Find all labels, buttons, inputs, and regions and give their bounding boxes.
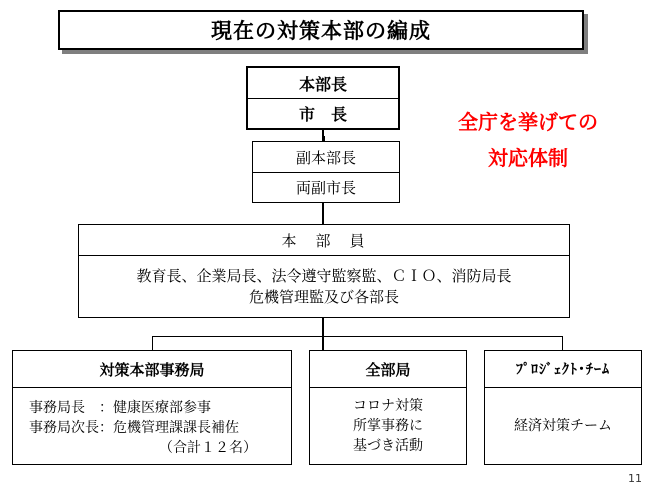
chief-role: 本部長	[248, 68, 398, 99]
office-unit-title: 対策本部事務局	[13, 351, 291, 388]
all-departments-title: 全部局	[310, 351, 466, 388]
slogan-line-1: 全庁を挙げての	[458, 110, 598, 134]
page-number: 11	[628, 472, 642, 485]
slogan-line-2: 対応体制	[488, 146, 568, 170]
office-unit-body	[13, 388, 291, 464]
members-body	[79, 256, 569, 318]
chief-holder: 市 長	[298, 104, 347, 124]
office-line-1: 事務局長 ：健康医療部参事	[29, 400, 211, 416]
project-team-unit-box	[484, 350, 642, 465]
members-line-2: 危機管理監及び各部長	[248, 288, 399, 306]
project-team-title: ﾌﾟﾛｼﾞｪｸﾄ･ﾁｰﾑ	[485, 351, 641, 388]
members-box	[78, 224, 570, 318]
all-departments-line-1: コロナ対策	[353, 398, 423, 414]
page-title: 現在の対策本部の編成	[211, 19, 431, 43]
bottom-crossbar-line	[152, 336, 563, 337]
project-team-body	[485, 388, 641, 464]
pt-drop-line	[562, 336, 563, 350]
members-line-1: 教育長、企業局長、法令遵守監察監、ＣＩＯ、消防局長	[136, 267, 512, 285]
slogan	[428, 104, 628, 176]
chief-box	[246, 66, 400, 130]
all-departments-line-2: 所掌事務に	[353, 418, 423, 434]
office-unit-box	[12, 350, 292, 465]
project-team-line-1: 経済対策チーム	[514, 418, 612, 434]
members-header: 本 部 員	[79, 225, 569, 256]
office-line-3: （合計１２名）	[159, 440, 257, 456]
page-title-box	[58, 10, 584, 50]
office-line-2: 事務局次長：危機管理課課長補佐	[29, 420, 239, 436]
deputy-role: 副本部長	[253, 142, 399, 173]
deputy-box	[252, 141, 400, 203]
all-departments-line-3: 基づき活動	[353, 438, 423, 454]
all-departments-unit-box	[309, 350, 467, 465]
all-departments-body	[310, 388, 466, 464]
deputy-holder: 両副市長	[295, 178, 356, 197]
office-drop-line	[152, 336, 153, 350]
